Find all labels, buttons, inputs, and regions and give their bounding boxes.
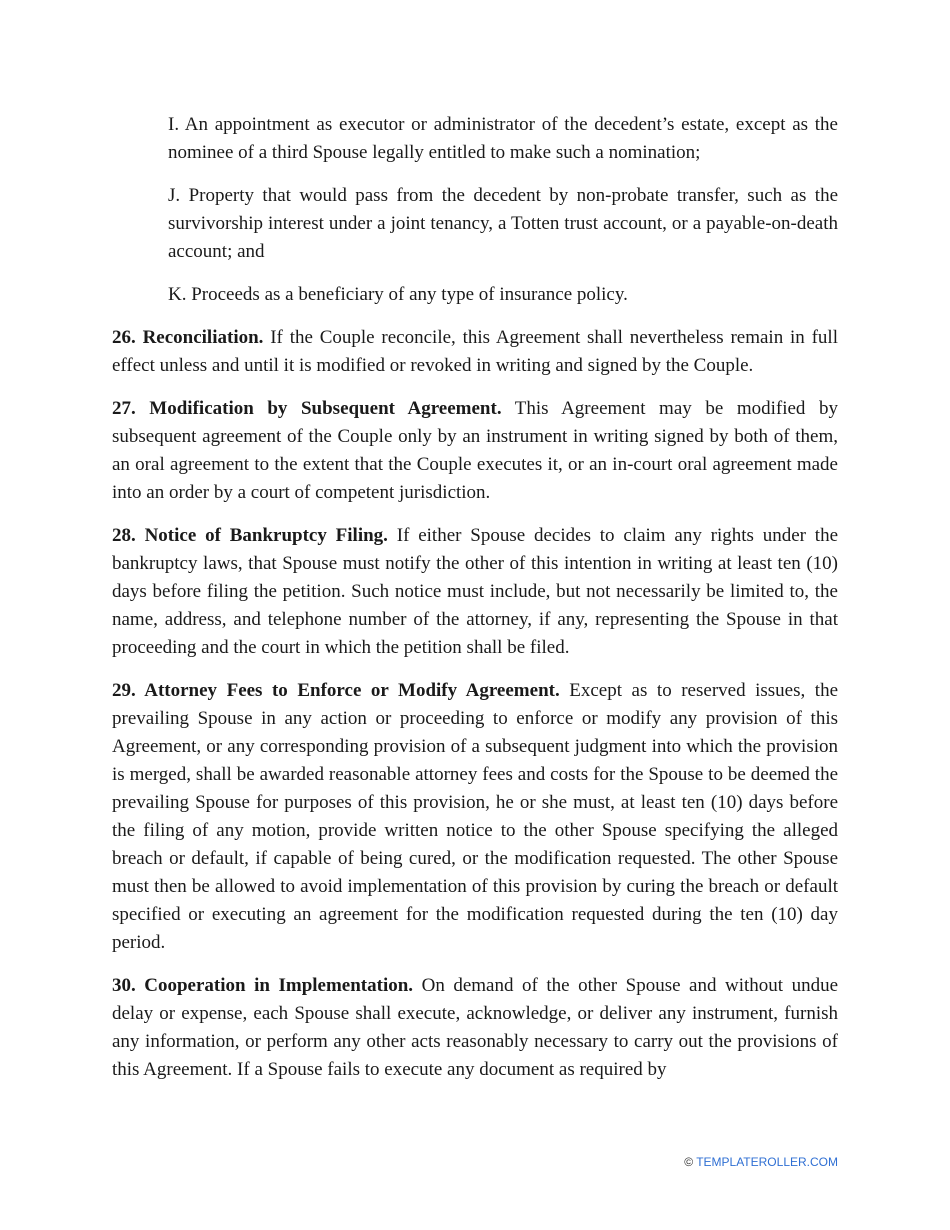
section-30-cooperation <box>112 972 838 1084</box>
list-item-text: Proceeds as a beneficiary of any type of insurance policy. <box>191 284 628 305</box>
section-heading: 28. Notice of Bankruptcy Filing. <box>112 525 388 546</box>
list-item-j <box>168 182 838 266</box>
section-26-reconciliation <box>112 324 838 380</box>
section-28-bankruptcy-notice <box>112 522 838 662</box>
section-body: If either Spouse decides to claim any rights under the bankruptcy laws, that Spouse must notify the other of this intention in writing at least ten (10) days before filing the petition. Such notice must include, but not necessarily be limited to, the name, address, and telephone number of the attorney, if any, representing the Spouse in that proceeding and the court in which the petition shall be filed. <box>112 525 839 658</box>
list-item-letter: K. <box>168 284 187 305</box>
section-body: On demand of the other Spouse and without undue delay or expense, each Spouse shall execute, acknowledge, or deliver any instrument, furnish any information, or perform any other acts reasonably necessary to carry out the provisions of this Agreement. If a Spouse fails to execute any document as required by <box>112 975 839 1080</box>
list-item-letter: J. <box>168 185 181 206</box>
section-heading: 26. Reconciliation. <box>112 327 264 348</box>
list-item-k <box>168 281 838 309</box>
document-body <box>112 111 838 1099</box>
section-27-modification <box>112 395 838 507</box>
section-heading: 30. Cooperation in Implementation. <box>112 975 414 996</box>
section-body: Except as to reserved issues, the prevailing Spouse in any action or proceeding to enforce or modify any provision of this Agreement, or any corresponding provision of a subsequent judgment into which the provision is merged, shall be awarded reasonable attorney fees and costs for the Spouse to be deemed the prevailing Spouse for purposes of this provision, he or she must, at least ten (10) days before the filing of any motion, provide written notice to the other Spouse specifying the alleged breach or default, if capable of being cured, or the modification requested. The other Spouse must then be allowed to avoid implementation of this provision by curing the breach or default specified or executing an agreement for the modification requested during the ten (10) day period. <box>112 680 839 953</box>
section-body: If the Couple reconcile, this Agreement shall nevertheless remain in full effect unless and until it is modified or revoked in writing and signed by the Couple. <box>112 327 838 376</box>
footer-copyright <box>684 1154 838 1170</box>
templateroller-link[interactable]: TEMPLATEROLLER.COM <box>696 1155 838 1169</box>
section-29-attorney-fees <box>112 677 838 957</box>
list-item-letter: I. <box>168 114 180 135</box>
section-body: This Agreement may be modified by subsequent agreement of the Couple only by an instrument in writing signed by both of them, an oral agreement to the extent that the Couple executes it, or an in-court oral agreement made into an order by a court of competent jurisdiction. <box>112 398 838 503</box>
section-heading: 29. Attorney Fees to Enforce or Modify Agreement. <box>112 680 560 701</box>
list-item-text: Property that would pass from the decedent by non-probate transfer, such as the survivorship interest under a joint tenancy, a Totten trust account, or a payable-on-death account; and <box>168 185 839 262</box>
list-item-i <box>168 111 838 167</box>
copyright-symbol: © <box>684 1155 694 1169</box>
section-heading: 27. Modification by Subsequent Agreement. <box>112 398 502 419</box>
list-item-text: An appointment as executor or administrator of the decedent’s estate, except as the nominee of a third Spouse legally entitled to make such a nomination; <box>168 114 838 163</box>
